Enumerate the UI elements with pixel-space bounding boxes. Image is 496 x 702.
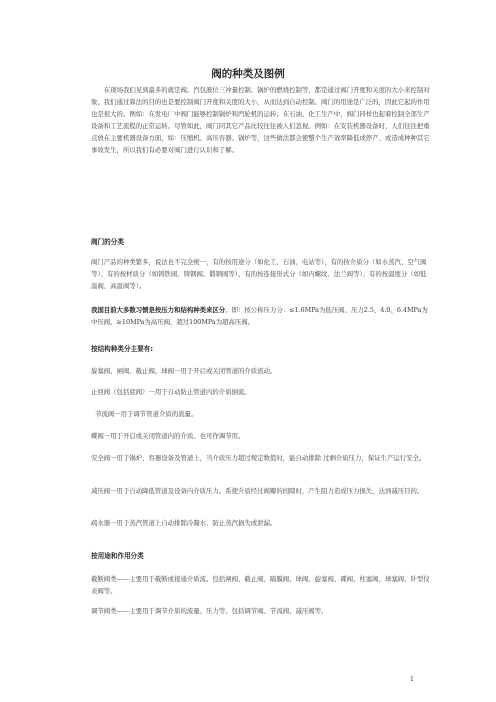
structure-item: 节流阀一用于调节管道介质的流量。: [91, 410, 198, 418]
intro-paragraph: 在现场我们见到最多的就是阀。汽包液位三冲量控制、锅炉的燃烧控制等，都是通过阀门开度和关度的大小来控制对象，我们通过算法的目的也是要控制阀门开度和关度的大小，从而达到自动控制。阀门的用途是广泛的，因此它起的作用也是很大的。例如：在发电厂中阀门能够控制锅炉和汽轮机的运转；在石油、化工生产中，阀门同样也起着控制全部生产设备和工艺流程的正常运转。尽管如此，阀门同其它产品比较往往被人们忽视。例如：在安装机器设备时，人们往往把重点放在主要机器设备方面，如：压缩机、高压容器、锅炉等，这些做法都会使整个生产效率降低或停产、或造成种种其它事故发生，所以我们有必要对阀门进行认识和了解。: [91, 86, 430, 154]
section-heading-usage: 按用途和作用分类: [91, 552, 144, 560]
usage-item: 调节阀类——主要用于调节介质的流量、压力等。包括调节阀、节流阀、减压阀等。: [91, 607, 328, 615]
structure-item: 蝶阀一用于开启或关闭管道内的介质。也可作调节用。: [91, 432, 245, 440]
section-heading-structure: 按结构种类分主要有:: [91, 345, 153, 353]
pressure-paragraph: [91, 304, 431, 328]
structure-item: 疏水器一用于蒸汽管道上自动排除冷凝水，防止蒸汽损失或泄漏。: [91, 519, 277, 527]
structure-item: 安全阀一用于锅炉、容器设备及管道上，当介质压力超过规定数值时，能自动排除 过剩介质压力，保证生产运行安全。: [91, 454, 426, 462]
classification-paragraph: 阀门产品的种类繁多，说法也不完全统一，有的按用途分（如化工、石油、电站等）、有的按介质分（如水蒸汽、空气阀等）、有的按材质分（如铸铁阀、铸钢阀、锻钢阀等）、有的按连接形式分（如内螺纹、法兰阀等）、有的按温度分（如低温阀、高温阀等）。: [91, 258, 427, 290]
section-heading-classification: 阀门的分类: [91, 238, 124, 246]
page-number: 1: [410, 676, 414, 683]
page-title: 阀的种类及图例: [211, 68, 285, 80]
pressure-lead: 我国目前大多数习惯是按压力和结构种类来区分: [91, 306, 226, 314]
structure-item: 减压阀一用于自动降低管道及设备内介质压力。系使介质经过阀瓣的间隙时，产生阻力造成压力损失，达到减压目的。: [91, 487, 424, 495]
pressure-text: 。即：按公称压力分：≤1.6MPa为低压阀、压力2.5、4.0、6.4MPa为中压阀、≥10MPa为高压阀、超过100MPa为超高压阀。: [91, 306, 428, 326]
structure-item: 止回阀（包括底阀）一用于自动防止管道内的介质倒流。: [91, 388, 251, 396]
structure-item: 旋塞阀、闸阀、截止阀、球阀一用于开启或关闭管道的介质流动。: [91, 367, 277, 375]
usage-item: 截断阀类——主要用于截断或接通介质流。包括闸阀、截止阀、隔膜阀、球阀、旋塞阀、碟阀、柱塞阀、球塞阀、针型仪表阀等。: [91, 575, 430, 595]
